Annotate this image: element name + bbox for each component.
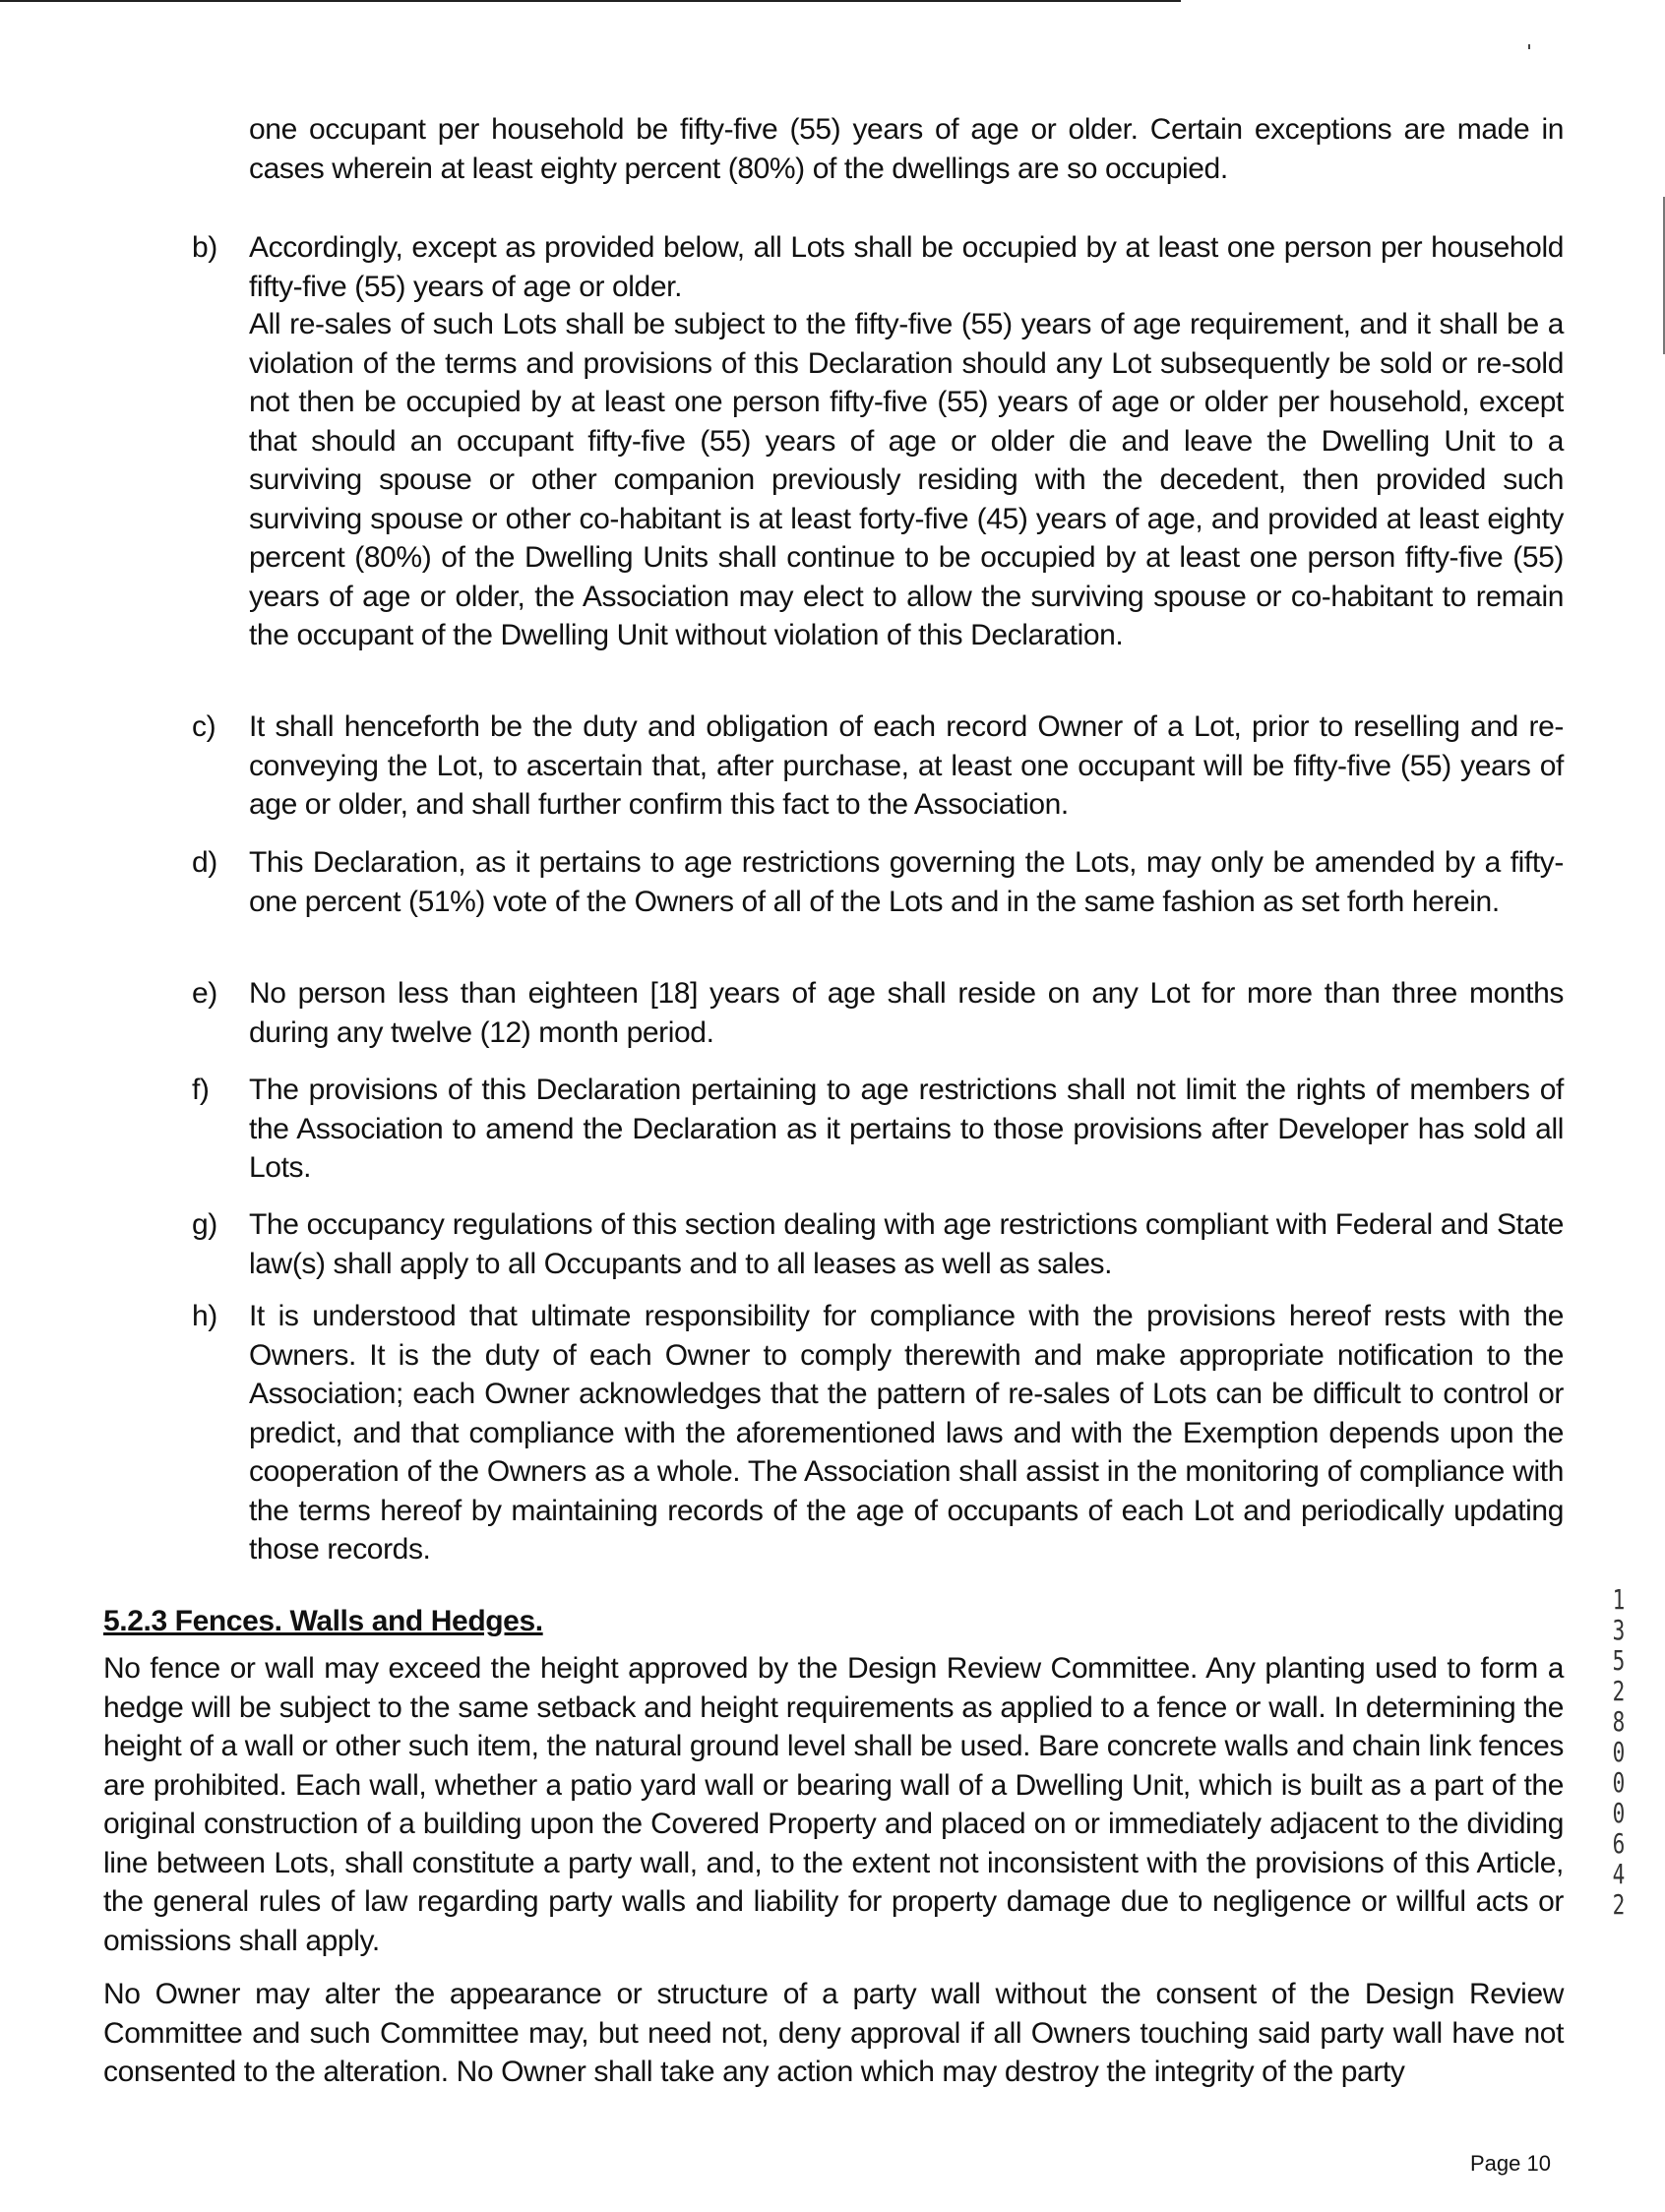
- list-item-text: The provisions of this Declaration pertaining to age restrictions shall not limit the rights of members of the Association to amend the Declaration as it pertains to those provisions after Developer has sold all Lots.: [249, 1074, 1564, 1184]
- list-item-label: g): [192, 1208, 217, 1241]
- list-item-f: [192, 1071, 1564, 1188]
- section-heading: 5.2.3 Fences. Walls and Hedges.: [103, 1605, 543, 1637]
- list-item-text: Accordingly, except as provided below, all Lots shall be occupied by at least one person per household fifty-five (55) years of age or older.: [249, 231, 1564, 303]
- list-item-text: It is understood that ultimate responsibility for compliance with the provisions hereof rests with the Owners. It is the duty of each Owner to comply therewith and make appropriate notification to the Association; each Owner acknowledges that the pattern of re-sales of Lots can be difficult to control or predict, and that compliance with the aforementioned laws and with the Exemption depends upon the cooperation of the Owners as a whole. The Association shall assist in the monitoring of compliance with the terms hereof by maintaining records of the age of occupants of each Lot and periodically updating those records.: [249, 1300, 1564, 1566]
- list-item-label: c): [192, 710, 216, 743]
- list-item-g: [192, 1205, 1564, 1283]
- list-item-c: [192, 707, 1564, 825]
- list-item-h: [192, 1297, 1564, 1569]
- list-item-text: It shall henceforth be the duty and obligation of each record Owner of a Lot, prior to reselling and re-conveying the Lot, to ascertain that, after purchase, at least one occupant will be fifty-five (55) years of age or older, and shall further confirm this fact to the Association.: [249, 710, 1564, 821]
- list-item-d: [192, 843, 1564, 921]
- list-item-label: e): [192, 977, 217, 1010]
- list-item-text: No person less than eighteen [18] years of age shall reside on any Lot for more than three months during any twelve (12) month period.: [249, 977, 1564, 1049]
- list-item-label: b): [192, 231, 217, 264]
- list-item-label: f): [192, 1074, 210, 1106]
- section-paragraph-2: No Owner may alter the appearance or structure of a party wall without the consent of the Design Review Committee and such Committee may, but need not, deny approval if all Owners touching said party wall have not consented to the alteration. No Owner shall take any action which may destroy the integrity of the party: [103, 1978, 1564, 2088]
- recording-stamp: 1 3 5 2 8 0 0 0 6 4 2: [1612, 1583, 1626, 1921]
- intro-paragraph: one occupant per household be fifty-five (55) years of age or older. Certain exceptions are made in cases wherein at least eighty percent (80%) of the dwellings are so occupied.: [249, 113, 1564, 185]
- scan-speck: [1528, 44, 1530, 49]
- list-item-text: The occupancy regulations of this section dealing with age restrictions compliant with Federal and State law(s) shall apply to all Occupants and to all leases as well as sales.: [249, 1208, 1564, 1280]
- list-item-label: h): [192, 1300, 217, 1332]
- page-number: Page 10: [1470, 2151, 1551, 2176]
- list-item-e: [192, 974, 1564, 1052]
- list-item-text: This Declaration, as it pertains to age restrictions governing the Lots, may only be amended by a fifty-one percent (51%) vote of the Owners of all of the Lots and in the same fashion as set forth herein.: [249, 846, 1564, 918]
- item-b-subparagraph: All re-sales of such Lots shall be subject to the fifty-five (55) years of age requirement, and it shall be a violation of the terms and provisions of this Declaration should any Lot subsequently be sold or re-sold not then be occupied by at least one person fifty-five (55) years of age or older per household, except that should an occupant fifty-five (55) years of age or older die and leave the Dwelling Unit to a surviving spouse or other companion previously residing with the decedent, then provided such surviving spouse or other co-habitant is at least forty-five (45) years of age, and provided at least eighty percent (80%) of the Dwelling Units shall continue to be occupied by at least one person fifty-five (55) years of age or older, the Association may elect to allow the surviving spouse or co-habitant to remain the occupant of the Dwelling Unit without violation of this Declaration.: [249, 308, 1564, 651]
- list-item-b: [192, 228, 1564, 306]
- section-paragraph-1: No fence or wall may exceed the height approved by the Design Review Committee. Any planting used to form a hedge will be subject to the same setback and height requirements as applied to a fence or wall. In determining the height of a wall or other such item, the natural ground level shall be used. Bare concrete walls and chain link fences are prohibited. Each wall, whether a patio yard wall or bearing wall of a Dwelling Unit, which is built as a part of the original construction of a building upon the Covered Property and placed on or immediately adjacent to the dividing line between Lots, shall constitute a party wall, and, to the extent not inconsistent with the provisions of this Article, the general rules of law regarding party walls and liability for property damage due to negligence or willful acts or omissions shall apply.: [103, 1652, 1564, 1957]
- list-item-label: d): [192, 846, 217, 879]
- scan-top-rule: [0, 0, 1181, 2]
